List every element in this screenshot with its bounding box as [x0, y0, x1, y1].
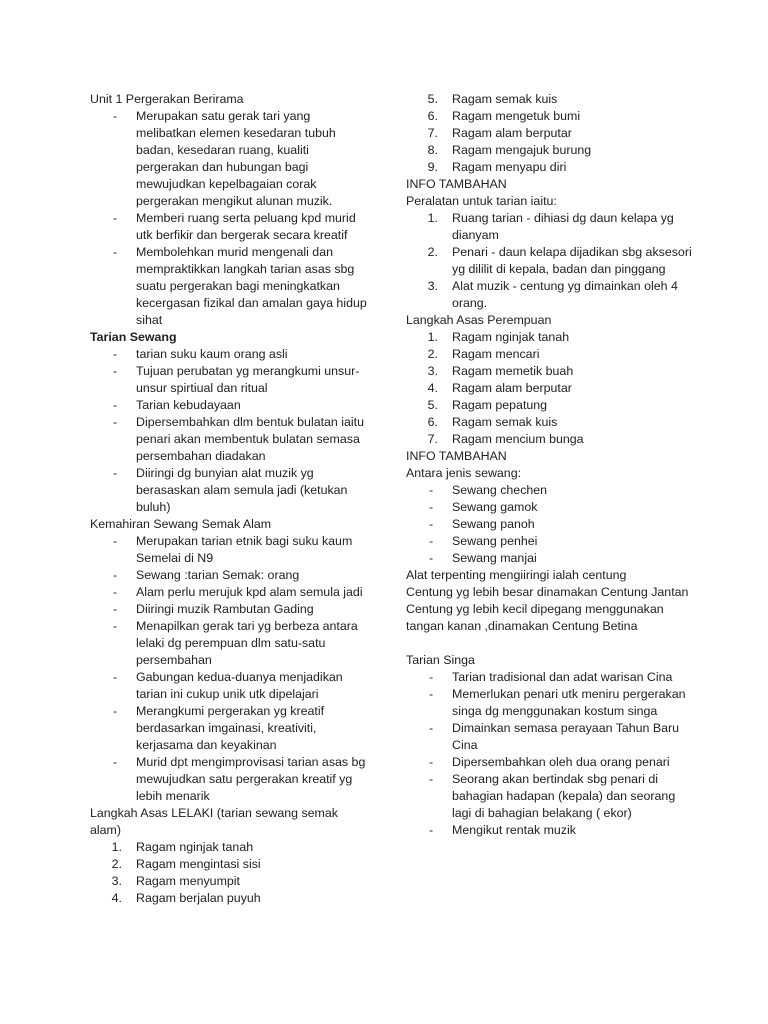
- number-marker: 2.: [111, 857, 122, 871]
- dash-marker: -: [429, 500, 434, 514]
- bullet-item: [406, 482, 696, 499]
- number-marker: 4.: [427, 381, 438, 395]
- numbered-item: [90, 890, 372, 907]
- item-text: Sewang manjai: [452, 551, 537, 565]
- dash-marker: -: [113, 364, 118, 378]
- bullet-item: [406, 533, 696, 550]
- item-text: Ragam nginjak tanah: [136, 840, 254, 854]
- number-marker: 1.: [111, 840, 122, 854]
- paragraph: Alat terpenting mengiiringi ialah centung: [406, 568, 627, 582]
- item-text: Tarian tradisional dan adat warisan Cina: [452, 670, 673, 684]
- item-text: Ragam mengetuk bumi: [452, 109, 581, 123]
- bullet-item: [406, 686, 696, 720]
- item-text: Dipersembahkan oleh dua orang penari: [452, 755, 670, 769]
- bullet-item: [90, 397, 372, 414]
- numbered-item: [406, 397, 696, 414]
- bullet-item: [90, 244, 372, 329]
- numbered-item: [406, 346, 696, 363]
- dash-marker: -: [113, 398, 118, 412]
- item-text: Ragam berjalan puyuh: [136, 891, 261, 905]
- paragraph: Kemahiran Sewang Semak Alam: [90, 517, 272, 531]
- dash-marker: -: [429, 517, 434, 531]
- paragraph: Centung yg lebih besar dinamakan Centung Jantan: [406, 585, 689, 599]
- paragraph: Peralatan untuk tarian iaitu:: [406, 194, 557, 208]
- item-text: Ragam semak kuis: [452, 415, 558, 429]
- bullet-item: [90, 754, 372, 805]
- item-text: Ragam mencari: [452, 347, 540, 361]
- item-text: Alat muzik - centung yg dimainkan oleh 4 orang.: [452, 279, 678, 310]
- number-marker: 6.: [427, 415, 438, 429]
- numbered-item: [406, 159, 696, 176]
- bullet-item: [406, 771, 696, 822]
- bullet-item: [90, 618, 372, 669]
- item-text: Gabungan kedua-duanya menjadikan tarian ini cukup unik utk dipelajari: [136, 670, 343, 701]
- number-marker: 7.: [427, 126, 438, 140]
- paragraph: INFO TAMBAHAN: [406, 449, 507, 463]
- item-text: Merupakan tarian etnik bagi suku kaum Semelai di N9: [136, 534, 353, 565]
- item-text: Diiringi muzik Rambutan Gading: [136, 602, 314, 616]
- number-marker: 3.: [427, 364, 438, 378]
- bullet-item: [406, 669, 696, 686]
- numbered-item: [406, 108, 696, 125]
- dash-marker: -: [113, 619, 118, 633]
- numbered-item: [406, 414, 696, 431]
- dash-marker: -: [429, 551, 434, 565]
- dash-marker: -: [113, 245, 118, 259]
- number-marker: 1.: [427, 330, 438, 344]
- blank-line: [406, 635, 696, 652]
- item-text: Ragam nginjak tanah: [452, 330, 570, 344]
- bullet-item: [406, 516, 696, 533]
- numbered-item: [406, 431, 696, 448]
- paragraph: Langkah Asas Perempuan: [406, 313, 552, 327]
- dash-marker: -: [113, 585, 118, 599]
- item-text: Ragam menyumpit: [136, 874, 240, 888]
- item-text: Sewang gamok: [452, 500, 538, 514]
- item-text: Ragam pepatung: [452, 398, 548, 412]
- dash-marker: -: [429, 687, 434, 701]
- item-text: Ragam mengintasi sisi: [136, 857, 261, 871]
- dash-marker: -: [429, 755, 434, 769]
- bullet-item: [90, 346, 372, 363]
- item-text: Alam perlu merujuk kpd alam semula jadi: [136, 585, 363, 599]
- numbered-item: [90, 839, 372, 856]
- numbered-item: [406, 380, 696, 397]
- item-text: Memerlukan penari utk meniru pergerakan singa dg menggunakan kostum singa: [452, 687, 686, 718]
- bullet-item: [406, 754, 696, 771]
- left-column: [90, 91, 372, 907]
- dash-marker: -: [429, 670, 434, 684]
- dash-marker: -: [429, 772, 434, 786]
- bullet-item: [90, 669, 372, 703]
- numbered-item: [406, 244, 696, 278]
- number-marker: 4.: [111, 891, 122, 905]
- dash-marker: -: [429, 721, 434, 735]
- dash-marker: -: [429, 534, 434, 548]
- item-text: Ragam alam berputar: [452, 126, 572, 140]
- item-text: Dimainkan semasa perayaan Tahun Baru Cina: [452, 721, 680, 752]
- bullet-item: [90, 584, 372, 601]
- numbered-item: [90, 873, 372, 890]
- item-text: Merangkumi pergerakan yg kreatif berdasarkan imgainasi, kreativiti, kerjasama dan keyakinan: [136, 704, 325, 752]
- number-marker: 2.: [427, 347, 438, 361]
- item-text: Diiringi dg bunyian alat muzik yg berasaskan alam semula jadi (ketukan buluh): [136, 466, 348, 514]
- numbered-item: [406, 210, 696, 244]
- item-text: Sewang panoh: [452, 517, 535, 531]
- paragraph: INFO TAMBAHAN: [406, 177, 507, 191]
- item-text: Seorang akan bertindak sbg penari di bahagian hadapan (kepala) dan seorang lagi di bahagian belakang ( ekor): [452, 772, 676, 820]
- dash-marker: -: [113, 704, 118, 718]
- dash-marker: -: [113, 109, 118, 123]
- numbered-item: [406, 329, 696, 346]
- item-text: Ragam mengajuk burung: [452, 143, 592, 157]
- number-marker: 1.: [427, 211, 438, 225]
- number-marker: 5.: [427, 92, 438, 106]
- dash-marker: -: [113, 415, 118, 429]
- bullet-item: [406, 550, 696, 567]
- paragraph: Antara jenis sewang:: [406, 466, 522, 480]
- item-text: Memberi ruang serta peluang kpd murid utk berfikir dan bergerak secara kreatif: [136, 211, 356, 242]
- dash-marker: -: [113, 534, 118, 548]
- item-text: Ragam semak kuis: [452, 92, 558, 106]
- item-text: Ragam menyapu diri: [452, 160, 567, 174]
- paragraph: Tarian Singa: [406, 653, 475, 667]
- number-marker: 8.: [427, 143, 438, 157]
- item-text: Ragam mencium bunga: [452, 432, 584, 446]
- number-marker: 9.: [427, 160, 438, 174]
- item-text: Tarian kebudayaan: [136, 398, 241, 412]
- item-text: Murid dpt mengimprovisasi tarian asas bg mewujudkan satu pergerakan kreatif yg lebih menarik: [136, 755, 366, 803]
- bullet-item: [406, 822, 696, 839]
- dash-marker: -: [113, 602, 118, 616]
- bullet-item: [90, 108, 372, 210]
- item-text: tarian suku kaum orang asli: [136, 347, 288, 361]
- numbered-item: [406, 125, 696, 142]
- bullet-item: [90, 703, 372, 754]
- item-text: Penari - daun kelapa dijadikan sbg aksesori yg dililit di kepala, badan dan pinggang: [452, 245, 692, 276]
- paragraph: Unit 1 Pergerakan Berirama: [90, 92, 244, 106]
- number-marker: 7.: [427, 432, 438, 446]
- item-text: Sewang chechen: [452, 483, 548, 497]
- bullet-item: [90, 533, 372, 567]
- item-text: Tujuan perubatan yg merangkumi unsur-unsur spirtiual dan ritual: [136, 364, 360, 395]
- item-text: Merupakan satu gerak tari yang melibatkan elemen kesedaran tubuh badan, kesedaran ruang, kualiti pergerakan dan hubungan bagi mewujudkan kepelbagaian corak pergerakan mengikut alunan muzik.: [136, 109, 336, 208]
- item-text: Ragam memetik buah: [452, 364, 574, 378]
- number-marker: 5.: [427, 398, 438, 412]
- section-heading: Tarian Sewang: [90, 330, 177, 344]
- item-text: Membolehkan murid mengenali dan mempraktikkan langkah tarian asas sbg suatu pergerakan bagi meningkatkan kecergasan fizikal dan amalan gaya hidup sihat: [136, 245, 367, 327]
- number-marker: 6.: [427, 109, 438, 123]
- number-marker: 2.: [427, 245, 438, 259]
- bullet-item: [406, 720, 696, 754]
- bullet-item: [90, 363, 372, 397]
- paragraph: Centung yg lebih kecil dipegang menggunakan tangan kanan ,dinamakan Centung Betina: [406, 602, 664, 633]
- bullet-item: [90, 414, 372, 465]
- bullet-item: [406, 499, 696, 516]
- item-text: Menapilkan gerak tari yg berbeza antara lelaki dg perempuan dlm satu-satu persembahan: [136, 619, 358, 667]
- dash-marker: -: [429, 823, 434, 837]
- dash-marker: -: [113, 755, 118, 769]
- paragraph: Langkah Asas LELAKI (tarian sewang semak alam): [90, 806, 338, 837]
- numbered-item: [406, 91, 696, 108]
- bullet-item: [90, 567, 372, 584]
- bullet-item: [90, 210, 372, 244]
- bullet-item: [90, 465, 372, 516]
- dash-marker: -: [429, 483, 434, 497]
- dash-marker: -: [113, 568, 118, 582]
- item-text: Dipersembahkan dlm bentuk bulatan iaitu penari akan membentuk bulatan semasa persembahan diadakan: [136, 415, 364, 463]
- numbered-item: [406, 363, 696, 380]
- dash-marker: -: [113, 466, 118, 480]
- number-marker: 3.: [427, 279, 438, 293]
- item-text: Mengikut rentak muzik: [452, 823, 576, 837]
- dash-marker: -: [113, 670, 118, 684]
- numbered-item: [406, 278, 696, 312]
- numbered-item: [90, 856, 372, 873]
- number-marker: 3.: [111, 874, 122, 888]
- item-text: Ruang tarian - dihiasi dg daun kelapa yg dianyam: [452, 211, 674, 242]
- numbered-item: [406, 142, 696, 159]
- right-column: [406, 91, 696, 839]
- bullet-item: [90, 601, 372, 618]
- dash-marker: -: [113, 211, 118, 225]
- item-text: Ragam alam berputar: [452, 381, 572, 395]
- item-text: Sewang penhei: [452, 534, 538, 548]
- dash-marker: -: [113, 347, 118, 361]
- item-text: Sewang :tarian Semak: orang: [136, 568, 300, 582]
